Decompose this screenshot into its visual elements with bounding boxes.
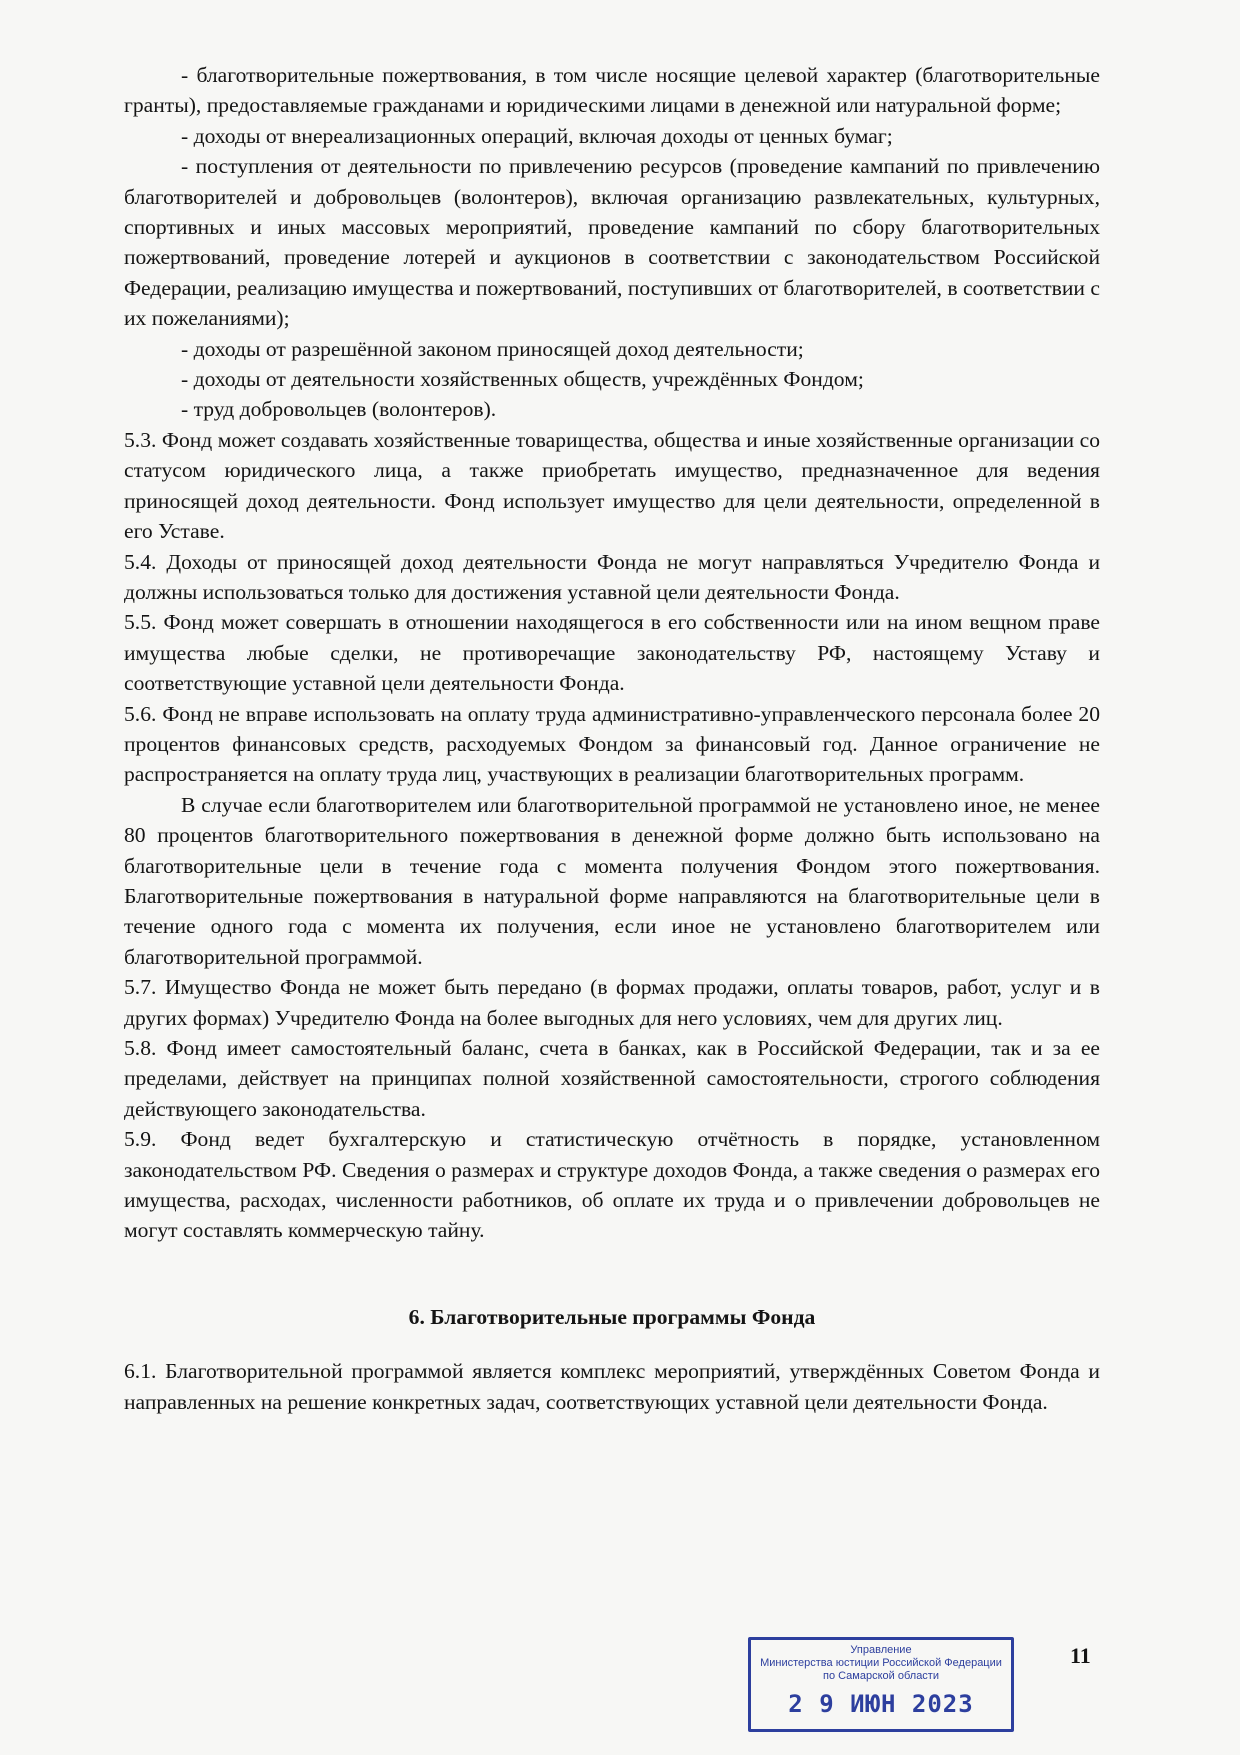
paragraph-5-3: 5.3. Фонд может создавать хозяйственные товарищества, общества и иные хозяйственные организации со статусом юридического лица, а также приобретать имущество, предназначенное для ведения приносящей доход деятельности. Фонд использует имущество для цели деятельности, определенной в его Уставе. [124, 427, 1100, 544]
stamp-line-1: Управление [850, 1644, 912, 1656]
paragraph-bullet-non-operating-income: - доходы от внереализационных операций, включая доходы от ценных бумаг; [181, 123, 893, 148]
spacer [124, 1332, 1100, 1356]
stamp-line-2: Министерства юстиции Российской Федерации [760, 1657, 1002, 1669]
paragraph-5-6: 5.6. Фонд не вправе использовать на оплату труда административно-управленческого персонала более 20 процентов финансовых средств, расходуемых Фондом за финансовый год. Данное ограничение не распространяется на оплату труда лиц, участвующих в реализации благотворительных программ. [124, 701, 1100, 787]
stamp-line-3: по Самарской области [822, 1670, 939, 1682]
paragraph-bullet-company-income: - доходы от деятельности хозяйственных обществ, учреждённых Фондом; [181, 367, 864, 392]
paragraph-5-6-continued: В случае если благотворителем или благотворительной программой не установлено иное, не менее 80 процентов благотворительного пожертвования в денежной форме должно быть использовано на благотворительные цели в течение года с момента получения Фондом этого пожертвования. Благотворительные пожертвования в натуральной форме направляются на благотворительные цели в течение одного года с момента их получения, если иное не установлено благотворителем или благотворительной программой. [124, 792, 1100, 969]
paragraph-bullet-volunteer-labor: - труд добровольцев (волонтеров). [181, 397, 497, 422]
registration-stamp [748, 1637, 1014, 1732]
spacer [124, 1246, 1100, 1302]
section-heading: 6. Благотворительные программы Фонда [408, 1304, 816, 1329]
paragraph-bullet-donations: - благотворительные пожертвования, в том числе носящие целевой характер (благотворительные гранты), предоставляемые гражданами и юридическими лицами в денежной или натуральной форме; [124, 63, 1100, 118]
paragraph-5-4: 5.4. Доходы от приносящей доход деятельности Фонда не могут направляться Учредителю Фонда и должны использоваться только для достижения уставной цели деятельности Фонда. [124, 549, 1100, 604]
paragraph-5-7: 5.7. Имущество Фонда не может быть передано (в формах продажи, оплаты товаров, работ, услуг и в других формах) Учредителю Фонда на более выгодных для него условиях, чем для других лиц. [124, 975, 1100, 1030]
body-text [124, 60, 1100, 1417]
page-number: 11 [1070, 1643, 1091, 1668]
stamp-date: 2 9 ИЮН 2023 [788, 1690, 974, 1718]
paragraph-5-9: 5.9. Фонд ведет бухгалтерскую и статистическую отчётность в порядке, установленном законодательством РФ. Сведения о размерах и структуре доходов Фонда, а также сведения о размерах его имущества, расходах, численности работников, об оплате их труда и о привлечении добровольцев не могут составлять коммерческую тайну. [124, 1127, 1100, 1243]
paragraph-bullet-permitted-income: - доходы от разрешённой законом приносящей доход деятельности; [181, 336, 804, 361]
paragraph-5-8: 5.8. Фонд имеет самостоятельный баланс, счета в банках, как в Российской Федерации, так и за ее пределами, действует на принципах полной хозяйственной самостоятельности, строгого соблюдения действующего законодательства. [124, 1036, 1100, 1121]
paragraph-6-1: 6.1. Благотворительной программой является комплекс мероприятий, утверждённых Советом Фонда и направленных на решение конкретных задач, соответствующих уставной цели деятельности Фонда. [124, 1359, 1100, 1414]
paragraph-bullet-fundraising: - поступления от деятельности по привлечению ресурсов (проведение кампаний по привлечению благотворителей и добровольцев (волонтеров), включая организацию развлекательных, культурных, спортивных и иных массовых мероприятий, проведение кампаний по сбору благотворительных пожертвований, проведение лотерей и аукционов в соответствии с законодательством Российской Федерации, реализацию имущества и пожертвований, поступивших от благотворителей, в соответствии с их пожеланиями); [124, 154, 1100, 331]
paragraph-5-5: 5.5. Фонд может совершать в отношении находящегося в его собственности или на ином вещном праве имущества любые сделки, не противоречащие законодательству РФ, настоящему Уставу и соответствующие уставной цели деятельности Фонда. [124, 610, 1100, 696]
